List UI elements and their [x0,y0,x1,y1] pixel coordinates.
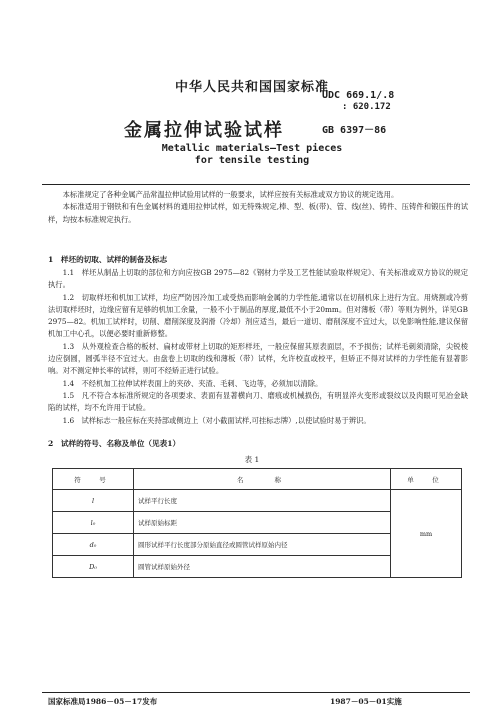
intro-text [48,189,468,226]
name-cell: 圆管试样原始外径 [134,556,391,578]
udc-number-continued: : 620.172 [342,102,391,112]
column-header-name: 名 称 [134,469,391,490]
footer-rule [42,692,470,693]
section-2-heading: 2 试样的符号、名称及单位（见表1） [48,439,181,448]
clause-paragraph: 1.3 从外观检查合格的板材、扁材或带材上切取的矩形样坯，一般应保留其原表面层，不予损伤；试样毛刺须清除，尖锐棱边应倒圆，圆弧半径不宜过大。由盘卷上切取的线和薄板（带）试样，允许校直或校平，但矫正不得对试样的力学性能有显著影响。对不测定伸长率的试样，则可不经矫正进行试验。 [48,341,468,376]
clause-paragraph: 1.5 凡不符合本标准所规定的各项要求、表面有显著横向刀、磨痕或机械损伤，有明显淬火变形或裂纹以及肉眼可见冶金缺陷的试样，均不允许用于试验。 [48,390,468,413]
intro-paragraph: 本标准适用于钢铁和有色金属材料的通用拉伸试样，如无特殊规定,棒、型、板(带)、管、线(丝)、铸件、压铸件和锻压件的试样，均按本标准规定执行。 [48,202,468,224]
intro-paragraph: 本标准规定了各种金属产品常温拉伸试验用试样的一般要求，试样应按有关标准或双方协议的规定选用。 [62,190,399,199]
table-caption: 表 1 [244,455,260,464]
column-header-unit: 单 位 [391,469,462,490]
clause-paragraph: 1.4 不经机加工拉伸试样表面上的夹砂、夹渣、毛刺、飞边等，必须加以清除。 [62,378,323,388]
table-header-row [53,469,462,490]
standard-title: 中华人民共和国国家标准 [174,80,329,95]
gb-number: GB 6397－86 [322,125,387,136]
column-header-symbol: 符 号 [53,469,134,490]
udc-number: UDC 669.1/.8 [322,90,395,101]
english-title-line-1: Metallic materials—Test pieces [161,143,343,154]
english-title-line-2: for tensile testing [194,155,310,166]
symbol-cell: l [53,490,134,512]
implementation-date: 1987－05－01实施 [330,697,402,706]
symbol-cell: l₀ [53,512,134,534]
clause-paragraph: 1.6 试样标志一般应标在夹持部或侧边上（对小截面试样,可挂标志牌）,以使试验时易于辨识。 [62,415,371,425]
issue-date: 国家标准局1986－05－17发布 [48,697,158,706]
clause-paragraph: 1.2 切取样坯和机加工试样，均应严防因冷加工或受热而影响金属的力学性能,通常以在切削机床上进行为宜。用烧割或冷剪法切取样坯时，边缘应留有足够的机加工余量，一般不小于制品的厚度,最低不小于20mm。但对薄板（带）等则为例外，详见GB 2975—82。机加工试样时，切削、磨削深度及润滑（冷却）剂应适当，最后一道切、磨削深度不宜过大，以免影响性能,建议保留机加工中心孔，以便必要时重新修整。 [48,292,468,339]
name-cell: 圆形试样平行长度部分原始直径或圆管试样原始内径 [134,534,391,556]
name-cell: 试样平行长度 [134,490,391,512]
symbol-cell: d₀ [53,534,134,556]
symbol-cell: D₀ [53,556,134,578]
unit-cell: mm [391,490,462,578]
header-rule [42,184,470,185]
table-row [53,490,462,512]
clause-paragraph: 1.1 样坯从制品上切取的部位和方向应按GB 2975—82《钢材力学及工艺性能试验取样规定》、有关标准或双方协议的规定执行。 [48,268,468,290]
section-1-heading: 1 样坯的切取、试样的制备及标志 [48,255,168,264]
section-1-body [48,267,468,427]
name-cell: 试样原始标距 [134,512,391,534]
parameters-table [52,468,462,578]
document-title: 金属拉伸试验试样 [124,120,284,141]
